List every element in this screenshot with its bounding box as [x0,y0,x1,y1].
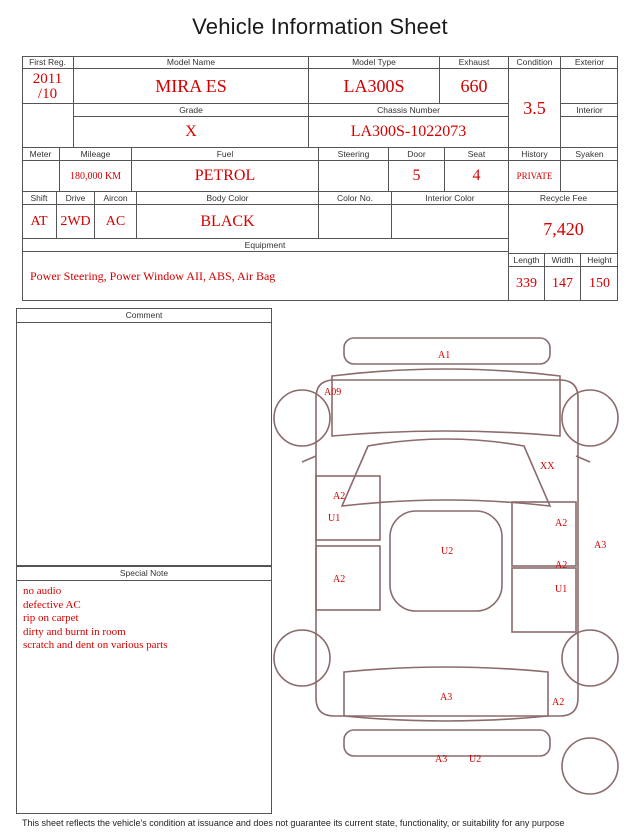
mileage-cell [60,148,132,192]
interior-value [561,117,618,147]
meter-cell [22,148,60,192]
recycle-fee-value: 7,420 [543,218,584,239]
height-value: 150 [589,275,610,291]
color-no-value [319,205,391,238]
model-type-value: LA300S [343,75,405,96]
diagram-mark: U1 [328,513,341,524]
diagram-mark: A2 [333,491,346,502]
vehicle-damage-diagram [272,306,620,806]
recycle-fee-cell [509,192,618,254]
diagram-mark: A3 [594,540,607,551]
color-no-cell [319,192,392,239]
body-color-value: BLACK [200,212,255,230]
special-note-line: defective AC [23,598,81,611]
diagram-mark: A2 [333,574,346,585]
chassis-value: LA300S-1022073 [350,123,467,140]
exterior-value [561,69,618,103]
drive-cell [57,192,95,239]
exhaust-cell [440,56,509,104]
equipment-cell [22,239,509,301]
length-value: 339 [516,275,537,291]
special-note-line: dirty and burnt in room [23,625,126,638]
condition-cell [509,56,561,148]
special-note-line: rip on carpet [23,612,79,624]
exterior-cell [561,56,618,104]
drive-value: 2WD [60,213,91,229]
meter-value [22,161,59,191]
model-name-cell [74,56,309,104]
width-value: 147 [552,275,573,291]
first-reg-continuation [22,104,74,148]
shift-label: Shift [22,192,56,205]
diagram-mark: A3 [440,692,453,703]
height-cell [581,254,618,301]
seat-value: 4 [472,167,481,184]
first-reg-label: First Reg. [22,56,73,69]
drive-label: Drive [57,192,94,205]
condition-label: Condition [509,56,560,69]
equipment-label: Equipment [22,239,508,252]
steering-label: Steering [319,148,388,161]
model-type-cell [309,56,440,104]
body-color-cell [137,192,319,239]
shift-value: AT [30,213,48,229]
diagram-mark: U2 [441,546,454,557]
model-name-label: Model Name [74,56,308,69]
special-note-text [17,581,271,657]
history-cell [509,148,561,192]
seat-label: Seat [445,148,508,161]
interior-color-label: Interior Color [392,192,508,205]
comment-header: Comment [17,309,271,323]
aircon-label: Aircon [95,192,136,205]
grade-cell [74,104,309,148]
equipment-value: Power Steering, Power Window AII, ABS, Air Bag [30,268,276,283]
mileage-value: 180,000 KM [69,170,122,182]
diagram-mark: XX [540,461,555,472]
diagram-mark: A1 [438,350,451,361]
diagram-mark: A3 [435,754,448,765]
comment-text [17,323,271,331]
shift-cell [22,192,57,239]
first-reg-year: 2011 [32,70,63,87]
body-color-label: Body Color [137,192,318,205]
history-label: History [509,148,560,161]
diagram-mark: A09 [324,387,342,398]
door-label: Door [389,148,444,161]
exhaust-value: 660 [460,75,488,96]
interior-color-value [392,205,508,238]
fuel-value: PETROL [194,167,256,184]
grade-value: X [185,123,197,140]
width-label: Width [545,254,580,267]
page-title: Vehicle Information Sheet [192,14,448,39]
exterior-label: Exterior [561,56,618,69]
diagram-mark: U1 [555,584,568,595]
length-label: Length [509,254,544,267]
special-note-line: scratch and dent on various parts [23,639,168,651]
aircon-value: AC [105,213,126,229]
steering-cell [319,148,389,192]
model-type-label: Model Type [309,56,439,69]
exhaust-label: Exhaust [440,56,508,69]
aircon-cell [95,192,137,239]
meter-label: Meter [22,148,59,161]
history-value: PRIVATE [516,171,553,181]
seat-cell [445,148,509,192]
chassis-cell [309,104,509,148]
diagram-mark: A2 [555,518,568,529]
steering-value [319,161,388,191]
first-reg-month: /10 [37,85,58,102]
grade-label: Grade [74,104,308,117]
fuel-cell [132,148,319,192]
diagram-mark: U2 [469,754,482,765]
width-cell [545,254,581,301]
door-value: 5 [412,167,421,184]
interior-cell [561,104,618,148]
special-note-line: no audio [23,585,62,597]
model-name-value: MIRA ES [155,75,227,96]
special-note-box [16,566,272,814]
length-cell [509,254,545,301]
syaken-value [561,161,618,191]
comment-box [16,308,272,566]
chassis-label: Chassis Number [309,104,508,117]
special-note-header: Special Note [17,567,271,581]
first-reg-cell [22,56,74,104]
diagram-mark: A2 [555,560,568,571]
height-label: Height [581,254,618,267]
interior-label: Interior [561,104,618,117]
mileage-label: Mileage [60,148,131,161]
door-cell [389,148,445,192]
syaken-cell [561,148,618,192]
color-no-label: Color No. [319,192,391,205]
condition-value: 3.5 [523,97,546,118]
syaken-label: Syaken [561,148,618,161]
fuel-label: Fuel [132,148,318,161]
diagram-mark: A2 [552,697,565,708]
interior-color-cell [392,192,509,239]
recycle-fee-label: Recycle Fee [509,192,618,205]
disclaimer-footer: This sheet reflects the vehicle's condition at issuance and does not guarantee its current state, functionality, or suitability for any purpose [22,818,565,828]
